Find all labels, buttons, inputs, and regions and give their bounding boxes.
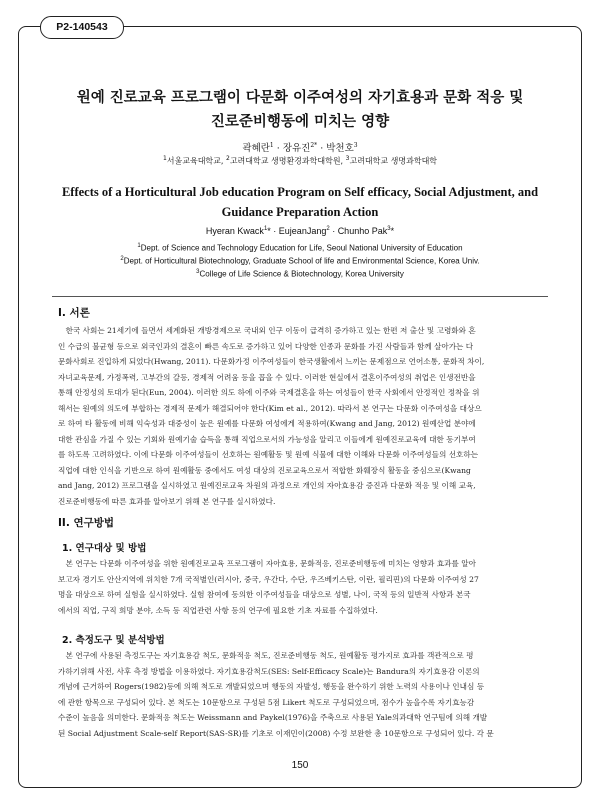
text-line: 본 연구에 사용된 측정도구는 자기효용감 척도, 문화적응 척도, 진로준비행동 척도, 원예활동 평가지로 효과를 객관적으로 평	[58, 651, 474, 660]
section-divider	[52, 296, 548, 297]
text-line: 직업에 대한 인식을 기반으로 하여 원예활동 중에서도 여성 대상의 진로교육으로서 적합한 화훼장식 활동을 중심으로(Kwang	[58, 465, 471, 475]
affiliation-text: 고려대학교 생명과학대학	[349, 156, 438, 166]
affiliation-sup: 3	[196, 269, 200, 276]
author-name: Hyeran Kwack	[205, 226, 264, 236]
text-line: and Jang, 2012) 프로그램을 실시하였고 원예진로교육 차원의 과정으로 개인의 자아효용감 증진과 다문화 적응 및 이해 교육,	[58, 481, 476, 490]
text-line: 문화사회로 진입하게 되었다(Hwang, 2011). 다문화가정 이주여성들이 한국생활에서 느끼는 문제점으로 언어소통, 문화적 차이,	[58, 357, 485, 366]
affiliation-sup: 1	[137, 243, 141, 249]
english-affiliations	[30, 241, 570, 280]
affiliation-text: College of Life Science & Biotechnology, Korea University	[199, 269, 404, 279]
korean-authors	[30, 140, 570, 154]
author-sup: 3	[353, 141, 358, 149]
english-title-line-1: Effects of a Horticultural Job education Program on Self efficacy, Social Adjustment, and	[61, 185, 539, 199]
text-line: 보고자 경기도 안산지역에 위치한 7개 국적별인(러시아, 중국, 우간다, 수단, 우즈베키스탄, 이란, 필리핀)의 다문화 이주여성 27	[58, 574, 479, 584]
korean-title-line-1: 원예 진로교육 프로그램이 다문화 이주여성의 자기효용과 문화 적응 및	[76, 89, 524, 106]
korean-title	[30, 86, 570, 134]
text-line: 통해 안정성의 토대가 된다(Eun, 2004). 이러한 의도 하에 이주와 국제결혼을 하는 여성들이 한국 사회에서 안정적인 정착을 위	[58, 388, 480, 397]
text-line: 인 수급의 불균형 등으로 외국인과의 결혼이 빠른 속도로 증가하고 있어 다양한 인종과 문화를 가진 사람들과 함께 살아가는 다	[58, 341, 474, 351]
subsection-heading-measures: 2. 측정도구 및 분석방법	[62, 635, 165, 646]
text-line: 로 하여 타 활동에 비해 익숙성과 대중성이 높은 원예를 다문화 여성에게 적용하여(Kwang and Jang, 2012) 원예산업 분야에	[58, 419, 476, 428]
text-line: 개념에 근거하여 Rogers(1982)등에 의해 척도로 개발되었으며 행동의 자발성, 행동을 완수하기 위한 노력의 사용이나 인내심 등	[58, 682, 485, 691]
page-number: 150	[291, 760, 309, 771]
section-heading-methods: II. 연구방법	[58, 517, 115, 529]
author-sup: 1	[263, 226, 268, 232]
text-line: 자녀교육문제, 가정폭력, 고부간의 갈등, 경제적 어려움 등을 꼽을 수 있다. 이러한 현실에서 결혼이주여성의 취업은 인생전반을	[58, 372, 476, 382]
affiliation-line	[30, 241, 570, 254]
affiliation-text: Dept. of Science and Technology Education for Life, Seoul National University of Education	[140, 243, 463, 253]
english-authors	[30, 226, 570, 236]
author-sup: 2*	[310, 141, 318, 149]
english-title	[30, 182, 570, 222]
author-name: Chunho Pak	[337, 226, 388, 236]
affiliation-sup: 2	[225, 155, 230, 162]
text-line: 대한 관심을 가질 수 있는 기회와 원예기술 습득을 통해 직업으로서의 가능성을 알리고 이들에게 원예진로교육에 대한 동기부여	[58, 434, 476, 444]
affiliation-sup: 3	[345, 155, 350, 162]
text-line: 에서의 직업, 구직 희망 분야, 소득 등 직업관련 사항 등의 연구에 필요한 기초 자료를 수집하였다.	[58, 605, 378, 615]
subsection-heading-subjects: 1. 연구대상 및 방법	[62, 543, 147, 554]
subjects-paragraph	[58, 556, 542, 618]
affiliation-text: 서울교육대학교,	[166, 156, 226, 166]
korean-affiliations	[30, 155, 570, 167]
text-line: 를 하도록 고려하였다. 이에 다문화 이주여성들이 선호하는 원예활동 및 원예 식물에 대한 이해와 다문화 이주여성들의 선호하는	[58, 450, 479, 459]
author-sup: 2	[326, 226, 330, 232]
affiliation-text: 고려대학교 생명환경과학대학원,	[229, 156, 346, 166]
text-line: 된 Social Adjustment Scale-self Report(SAS-SR)를 기초로 이재민이(2008) 수정 보완한 총 10문항으로 구성되어 있다. 각 문	[58, 728, 494, 738]
author-name: 곽혜란	[242, 143, 270, 154]
section-heading-introduction: I. 서론	[58, 307, 90, 319]
text-line: 해서는 원예의 의도에 부합하는 경제적 문제가 해결되어야 한다(Kim et al., 2012). 따라서 본 연구는 다문화 이주여성을 대상으	[58, 403, 482, 413]
author-name: EujeanJang	[278, 226, 327, 236]
english-title-line-2: Guidance Preparation Action	[221, 205, 379, 219]
text-line: 한국 사회는 21세기에 들면서 세계화된 개방경제으로 국내외 인구 이동이 급격히 증가하고 있는 한편 저 출산 및 고령화와 혼	[58, 326, 476, 335]
text-line: 수준이 높음을 의미한다. 문화적응 척도는 Weissmann and Paykel(1976)을 주축으로 사용된 Yale의과대학 연구팀에 의해 개발	[58, 713, 488, 722]
corresponding-star: *	[267, 226, 271, 236]
text-line: 진로준비행동에 따른 효과를 알아보기 위해 본 연구를 실시하였다.	[58, 496, 276, 506]
korean-title-line-2: 진로준비행동에 미치는 영향	[210, 113, 390, 130]
author-separator: ·	[270, 226, 279, 236]
author-separator: ·	[317, 143, 327, 154]
affiliation-sup: 1	[162, 155, 167, 162]
author-name: 장유진	[282, 143, 311, 154]
affiliation-text: Dept. of Horticultural Biotechnology, Graduate School of life and Environmental Science, Korea Univ.	[123, 256, 480, 266]
poster-code-badge: P2-140543	[40, 16, 124, 39]
introduction-paragraph	[58, 323, 542, 509]
text-line: 에 관한 항목으로 구성되어 있다. 본 척도는 10문항으로 구성된 5점 Likert 척도로 구성되었으며, 점수가 높을수록 자기효능감	[58, 697, 475, 707]
author-name: 박천호	[326, 143, 354, 154]
author-separator: ·	[329, 226, 338, 236]
author-sup: 1	[269, 141, 274, 149]
corresponding-star: *	[390, 226, 395, 236]
measures-paragraph	[58, 648, 542, 741]
affiliation-line	[30, 254, 570, 267]
affiliation-line	[30, 267, 570, 280]
affiliation-sup: 2	[120, 256, 124, 263]
text-line: 명을 대상으로 하여 실험을 실시하였다. 실험 참여에 동의한 이주여성들을 대상으로 성별, 나이, 국적 등의 일반적 사항과 본국	[58, 590, 471, 599]
text-line: 가하기위해 사전, 사후 측정 방법을 이용하였다. 자기효용감척도(SES: Self-Efficacy Scale)는 Bandura의 자기효용감 이론의	[58, 666, 480, 676]
author-separator: ·	[273, 143, 283, 154]
text-line: 본 연구는 다문화 이주여성을 위한 원예진로교육 프로그램이 자아효용, 문화적응, 진로준비행동에 미치는 영향과 효과를 알아	[58, 559, 476, 568]
author-sup: 3	[387, 226, 391, 232]
